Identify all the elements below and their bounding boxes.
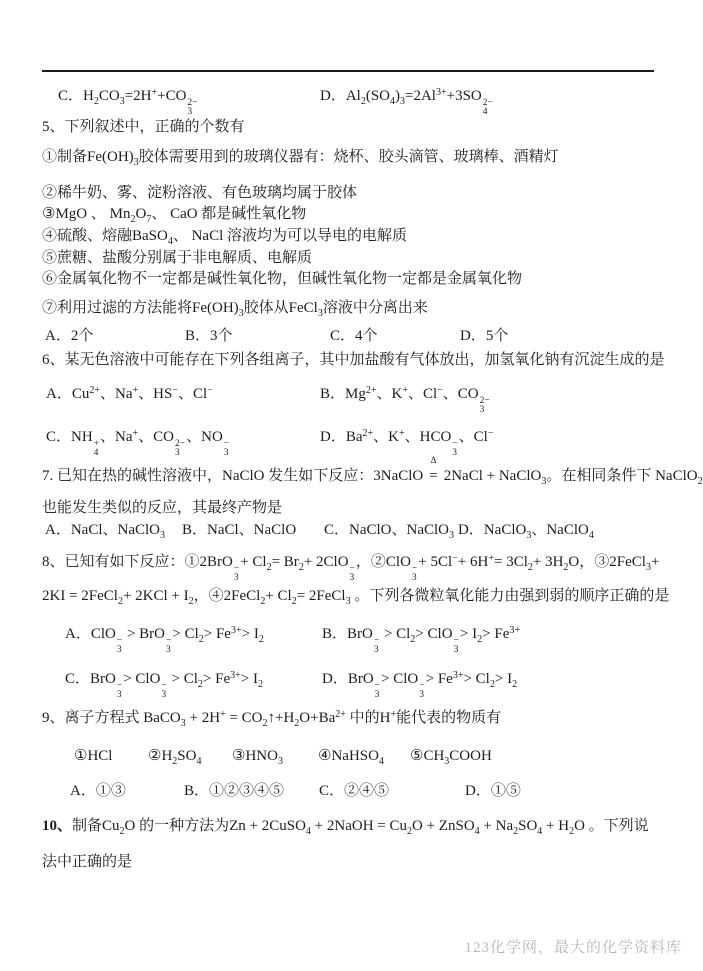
option-b: B．BrO − 3 > $Cl_2>$ ClO − 3 > $I_2> Fe^{3+}$	[322, 625, 520, 655]
statement: ④硫酸、熔融BaSO$_4$、 NaCl 溶液均为可以导电的电解质	[42, 228, 408, 247]
stacked-charge: 2− 3	[187, 98, 198, 117]
question-10-stem-line2	[0, 851, 688, 875]
question-9-stem	[0, 707, 688, 731]
stacked-charge: − 3	[373, 636, 380, 655]
stacked-charge: − 3	[374, 681, 381, 700]
delta-equals-symbol: = Δ	[429, 455, 438, 484]
option-d: D．①⑤	[465, 783, 521, 799]
q7-options-row	[0, 519, 688, 543]
option-b: B．NaCl、NaClO	[182, 522, 297, 538]
option-d: D．$Al_2(SO_4)_3=2Al^{3+}+3SO$ 2− 4	[320, 87, 493, 117]
statement: ⑤蔗糖、盐酸分别属于非电解质、电解质	[42, 250, 313, 266]
stacked-charge: − 3	[452, 439, 458, 458]
option-a: A．①③	[70, 783, 126, 799]
stacked-charge: − 3	[419, 681, 425, 700]
option-c: C．$H_2CO_3=2H^++CO$ 2− 3	[58, 87, 198, 117]
stacked-charge: 2− 3	[175, 439, 186, 458]
option-b: B．$Mg^{2+}$、K+、Cl−、CO 2− 3	[320, 385, 490, 415]
question-text: 2KI = 2FeCl$_2$+ $2KCl + I_2$，④2FeCl$_2$+ $Cl_2=$ 2FeCl$_3$ 。下列各微粒氧化能力由强到弱的顺序正确的是	[42, 588, 670, 607]
q8-options-ab	[0, 623, 688, 655]
question-8-stem-line1	[0, 551, 688, 583]
substance-4: ④NaHSO$_4$	[318, 748, 384, 767]
prev-question-options-cd	[0, 85, 688, 117]
stacked-charge: 2− 3	[479, 396, 490, 415]
stacked-charge: − 3	[453, 636, 459, 655]
stacked-charge: − 3	[116, 636, 123, 655]
q5-statement-7	[0, 297, 688, 321]
option-d: D．NaClO$_3$、NaClO$_4$	[458, 522, 594, 541]
option-a: A．$Cu^{2+}$、Na+、HS−、Cl−	[46, 385, 213, 402]
statement: ⑦利用过滤的方法能将$Fe(OH)_3$胶体从FeCl$_3$溶液中分离出来	[42, 300, 428, 319]
statement: ③MgO 、 $Mn_2O_7$、 CaO 都是碱性氧化物	[42, 206, 307, 225]
option-c: C．4个	[330, 328, 378, 344]
question-text: 9、离子方程式 BaCO$_3$ + $2H^+ = CO_2↑+H_2O+Ba^{2+}$ 中的H+能代表的物质有	[42, 709, 502, 729]
option-c: C．NH + 4 、Na+、CO 2− 3 、NO − 3	[46, 428, 230, 458]
question-8-stem-line2	[0, 585, 688, 609]
option-b: B．①②③④⑤	[184, 783, 285, 799]
q9-substances-row	[0, 745, 688, 769]
stacked-charge: − 3	[233, 564, 240, 583]
q5-statement-4	[0, 225, 688, 249]
q5-statement-6	[0, 268, 688, 292]
question-text: 5、下列叙述中，正确的个数有	[42, 119, 245, 135]
option-c: C．BrO − 3 > ClO − 3 > $Cl_2> Fe^{3+}> I_2$	[65, 670, 263, 700]
option-c: C．②④⑤	[319, 783, 390, 799]
question-7-stem-line1	[0, 455, 703, 489]
stacked-charge: − 3	[223, 439, 230, 458]
question-7-stem-line2	[0, 497, 688, 521]
option-d: D．$Ba^{2+}$、K+、HCO − 3 、Cl−	[320, 428, 494, 458]
option-b: B．3个	[185, 328, 233, 344]
substance-1: ①HCl	[74, 748, 113, 764]
option-a: A．NaCl、NaClO$_3$	[45, 522, 165, 541]
question-10-stem-line1	[0, 815, 688, 839]
watermark-text: 123化学网，最大的化学资料库	[464, 940, 682, 956]
option-a: A．ClO − 3 > BrO − 3 > $Cl_2> Fe^{3+}> I_2$	[65, 625, 264, 655]
option-d: D．5个	[460, 328, 509, 344]
statement: ②稀牛奶、雾、淀粉溶液、有色玻璃均属于胶体	[42, 185, 358, 201]
question-text: 也能发生类似的反应，其最终产物是	[42, 500, 283, 516]
statement: ①制备$Fe(OH)_3$胶体需要用到的玻璃仪器有：烧杯、胶头滴管、玻璃棒、酒精灯	[42, 149, 559, 168]
option-d: D．BrO − 3 > ClO − 3 > $Fe^{3+}> Cl_2> I_2$	[322, 670, 518, 700]
q5-statement-1	[0, 146, 688, 170]
q6-options-cd	[0, 426, 688, 458]
question-text: 6、某无色溶液中可能存在下列各组离子，其中加盐酸有气体放出，加氢氧化钠有沉淀生成的是	[42, 352, 665, 368]
substance-2: $②H_2SO_4$	[148, 748, 202, 767]
substance-3: $③HNO_3$	[232, 748, 283, 767]
stacked-charge: − 3	[161, 681, 167, 700]
q5-options-row	[0, 325, 688, 349]
q9-options-row	[0, 780, 688, 804]
question-6-stem	[0, 349, 688, 373]
stacked-charge: 2− 4	[482, 98, 493, 117]
question-text: 8、已知有如下反应：①2BrO − 3 + $Cl_2= Br_2+ 2ClO$ − 3 ，②ClO − 3 + $5Cl^-+ 6H^+= 3Cl_2+ 3H_2O$，③2FeCl$_3$+	[42, 553, 660, 583]
substance-5: $⑤CH_3COOH$	[410, 748, 492, 767]
stacked-charge: + 4	[93, 439, 100, 458]
stacked-charge: − 3	[116, 681, 123, 700]
statement: ⑥金属氧化物不一定都是碱性氧化物，但碱性氧化物一定都是金属氧化物	[42, 271, 523, 287]
option-a: A．2个	[45, 328, 94, 344]
question-text: 10、制备$Cu_2O$ 的一种方法为Zn + 2CuSO$_4$ + 2NaOH = $Cu_2O$ + ZnSO$_4$ + $Na_2SO_4 + H_2O$ 。下列说	[42, 818, 649, 837]
question-text: 7. 已知在热的碱性溶液中，NaClO 发生如下反应：3NaClO = Δ 2NaCl + NaClO$_3$。在相同条件下 NaClO$_2$	[42, 455, 703, 487]
question-text: 法中正确的是	[42, 854, 133, 870]
stacked-charge: − 3	[411, 564, 418, 583]
option-c: C．NaClO、NaClO$_3$	[324, 522, 454, 541]
stacked-charge: − 3	[166, 636, 172, 655]
q5-statement-3	[0, 203, 688, 227]
question-5-stem	[0, 116, 688, 140]
top-divider-line	[42, 70, 654, 72]
q6-options-ab	[0, 383, 688, 415]
stacked-charge: − 3	[349, 564, 355, 583]
q8-options-cd	[0, 668, 688, 700]
